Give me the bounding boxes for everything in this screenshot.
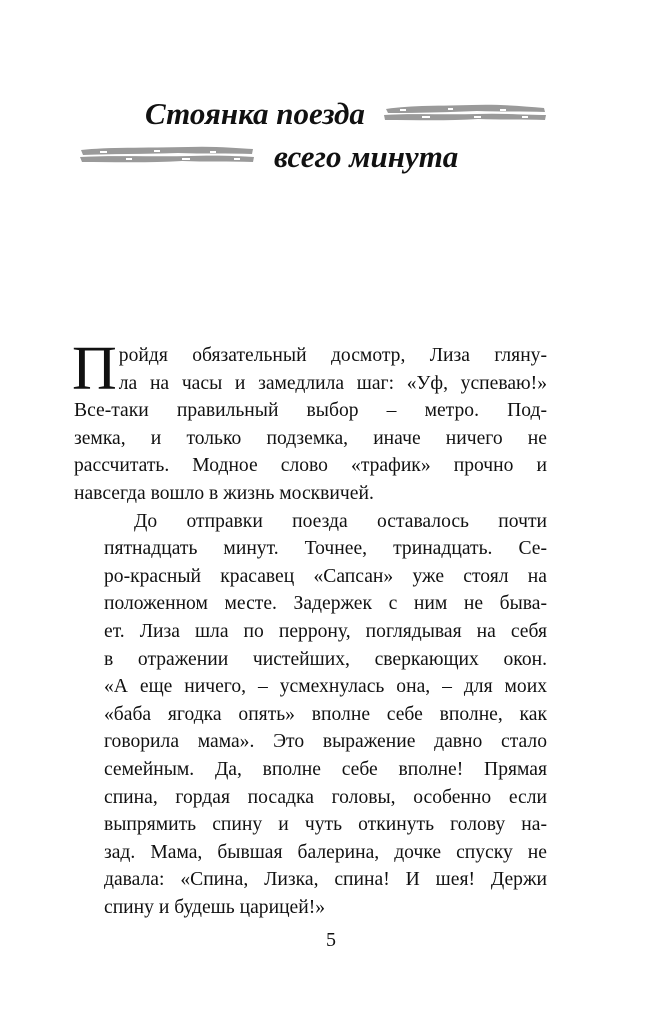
paragraph-2-line: До отправки поезда оставалось почти — [134, 510, 547, 532]
paragraph-1 — [72, 335, 547, 508]
paragraph-2-line: пятнадцать минут. Точнее, тринадцать. Се- — [104, 538, 547, 560]
paragraph-2-line: «баба ягодка опять» вполне себе вполне, как — [104, 703, 547, 725]
paragraph-2-line: «А еще ничего, – усмехнулась она, – для моих — [104, 676, 547, 698]
paragraph-2-line: зад. Мама, бывшая балерина, дочке спуску не — [104, 841, 547, 863]
paragraph-2-line: давала: «Спина, Лизка, спина! И шея! Держи — [104, 869, 547, 891]
paragraph-2-line: говорила мама». Это выражение давно стало — [104, 731, 547, 753]
paragraph-2-line: выпрямить спину и чуть откинуть голову на- — [104, 814, 547, 836]
body-text — [72, 335, 547, 921]
paragraph-1-line: навсегда вошло в жизнь москвичей. — [74, 482, 374, 504]
brush-stroke-ornament-right — [382, 100, 548, 126]
paragraph-2-line: спина, гордая посадка головы, особенно если — [104, 786, 547, 808]
chapter-title-line-2: всего минута — [274, 139, 459, 174]
chapter-title-line-1: Стоянка поезда — [145, 96, 365, 131]
paragraph-2-line: в отражении чистейших, сверкающих окон. — [104, 648, 547, 670]
paragraph-2-line: ро-красный красавец «Сапсан» уже стоял на — [104, 565, 547, 587]
brush-stroke-ornament-left — [78, 142, 256, 168]
drop-cap: П — [72, 335, 117, 403]
paragraph-1-line: Все-таки правильный выбор – метро. Под- — [74, 400, 547, 422]
page-number: 5 — [326, 929, 336, 951]
paragraph-2-line: спину и будешь царицей!» — [104, 896, 326, 918]
paragraph-2-line: семейным. Да, вполне себе вполне! Прямая — [104, 758, 547, 780]
paragraph-1-line: ройдя обязательный досмотр, Лиза гляну- — [118, 345, 547, 366]
paragraph-1-line: земка, и только подземка, иначе ничего не — [74, 427, 547, 449]
paragraph-1-line: ла на часы и замедлила шаг: «Уф, успеваю!» — [118, 372, 547, 394]
paragraph-2-line: положенном месте. Задержек с ним не быва- — [104, 593, 547, 615]
paragraph-1-line: рассчитать. Модное слово «трафик» прочно и — [74, 455, 547, 477]
paragraph-2-line: ет. Лиза шла по перрону, поглядывая на себя — [104, 620, 547, 642]
paragraph-2 — [74, 508, 547, 922]
